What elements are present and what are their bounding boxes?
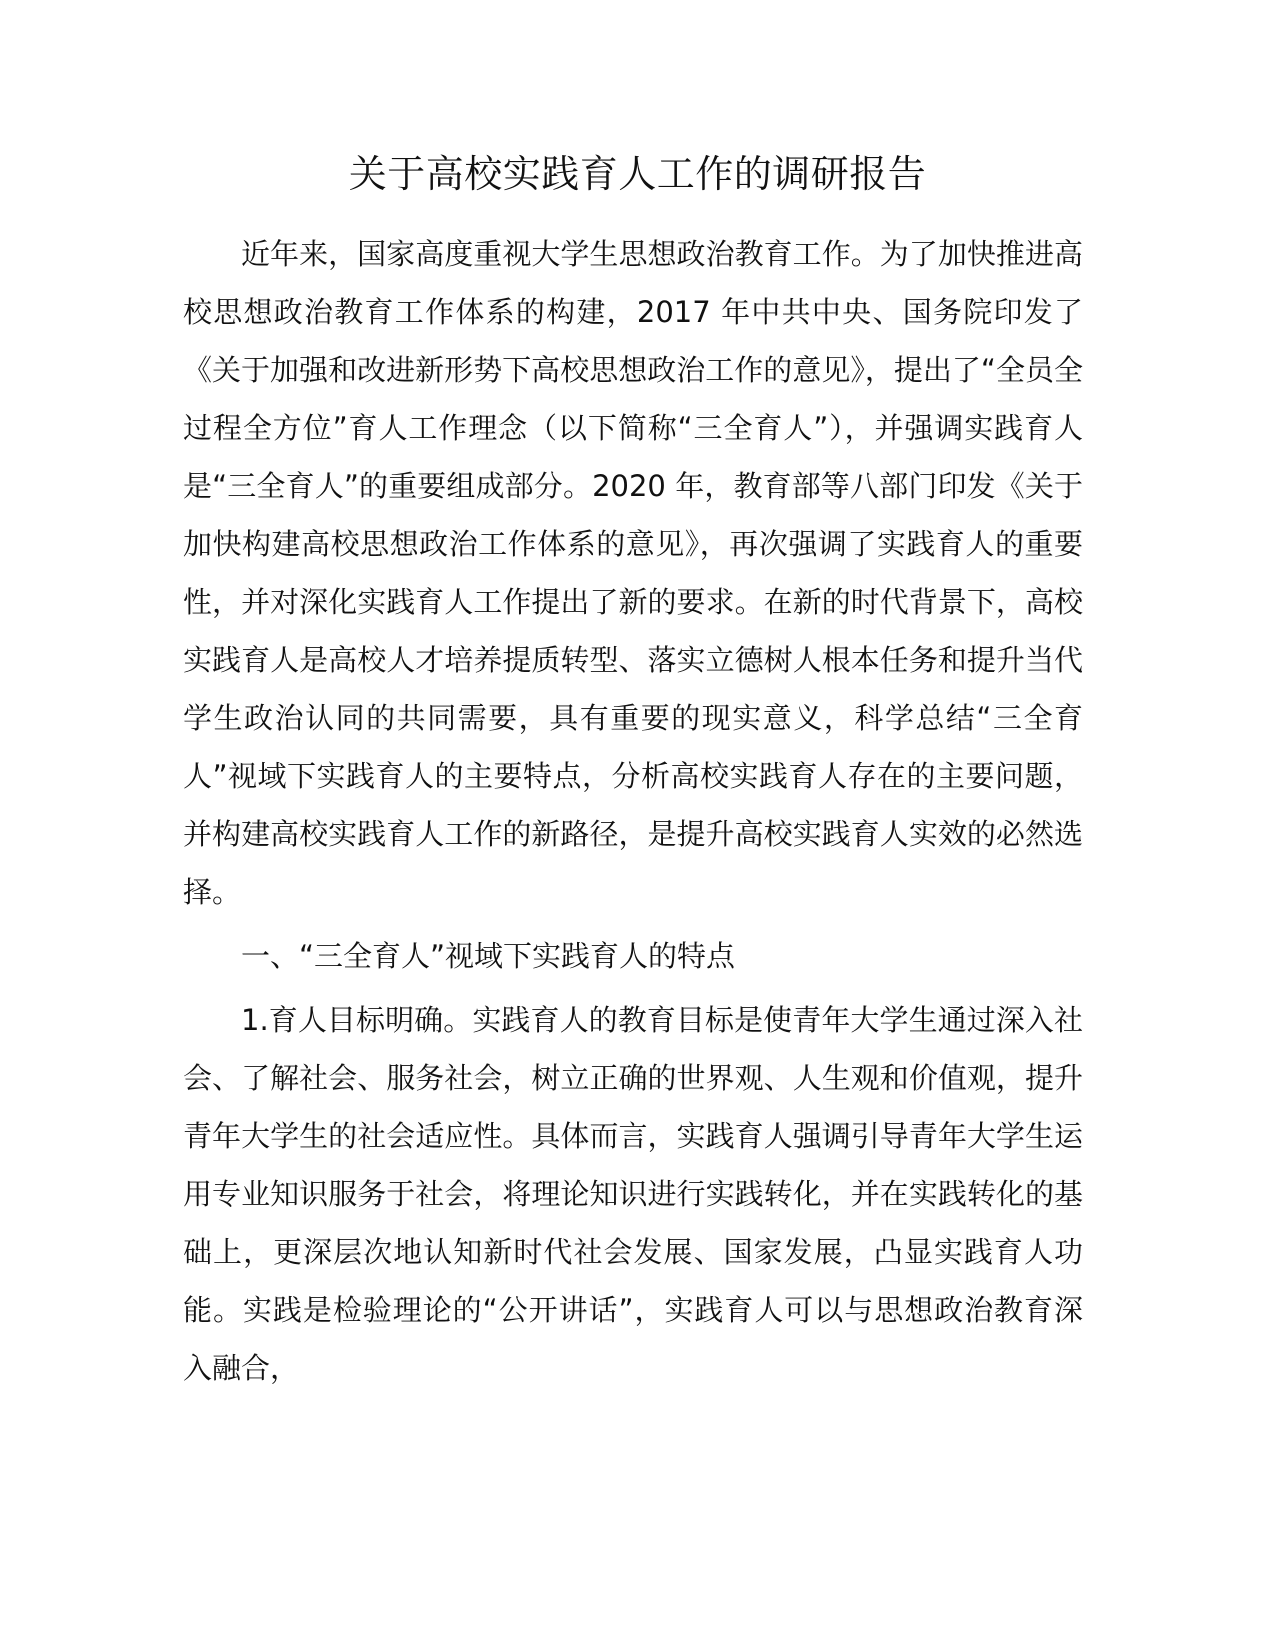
document-title: 关于高校实践育人工作的调研报告 [348,152,927,196]
document-body [183,225,1083,1397]
paragraph-point-1: 1.育人目标明确。实践育人的教育目标是使青年大学生通过深入社会、了解社会、服务社会，树立正确的世界观、人生观和价值观，提升青年大学生的社会适应性。具体而言，实践育人强调引导青年大学生运用专业知识服务于社会，将理论知识进行实践转化，并在实践转化的基础上，更深层次地认知新时代社会发展、国家发展，凸显实践育人功能。实践是检验理论的“公开讲话”，实践育人可以与思想政治教育深入融合， [183,1003,1083,1385]
section-heading-1: 一、“三全育人”视域下实践育人的特点 [241,939,736,973]
paragraph-intro: 近年来，国家高度重视大学生思想政治教育工作。为了加快推进高校思想政治教育工作体系的构建，2017 年中共中央、国务院印发了《关于加强和改进新形势下高校思想政治工作的意见》，提出了“全员全过程全方位”育人工作理念（以下简称“三全育人”），并强调实践育人是“三全育人”的重要组成部分。2020 年，教育部等八部门印发《关于加快构建高校思想政治工作体系的意见》，再次强调了实践育人的重要性，并对深化实践育人工作提出了新的要求。在新的时代背景下，高校实践育人是高校人才培养提质转型、落实立德树人根本任务和提升当代学生政治认同的共同需要，具有重要的现实意义，科学总结“三全育人”视域下实践育人的主要特点，分析高校实践育人存在的主要问题，并构建高校实践育人工作的新路径，是提升高校实践育人实效的必然选择。 [183,237,1083,909]
